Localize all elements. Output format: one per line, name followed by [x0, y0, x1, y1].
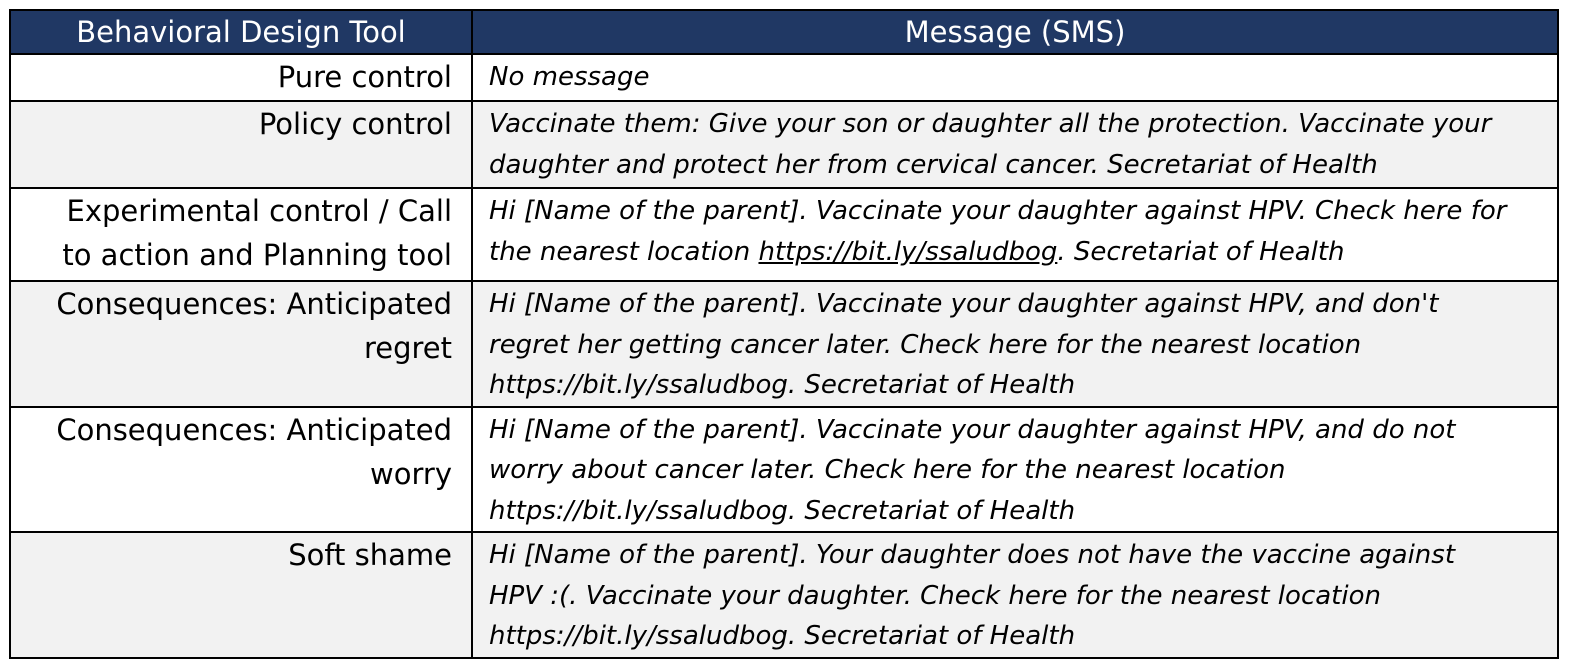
message-cell: Hi [Name of the parent]. Vaccinate your daughter against HPV, and do not worry about cancer later. Check here for the nearest location https://bit.ly/ssaludbog. Secretariat of Health: [472, 407, 1558, 533]
table-row: [10, 281, 1558, 407]
tool-cell-soft-shame: Soft shame: [10, 532, 472, 658]
message-cell: Hi [Name of the parent]. Vaccinate your daughter against HPV, and don't regret her getting cancer later. Check here for the nearest location https://bit.ly/ssaludbog. Secretariat of Health: [472, 281, 1558, 407]
message-cell: Hi [Name of the parent]. Your daughter does not have the vaccine against HPV :(. Vaccinate your daughter. Check here for the nearest location https://bit.ly/ssaludbog. Secretariat of Health: [472, 532, 1558, 658]
header-behavioral-design-tool: Behavioral Design Tool: [10, 10, 472, 54]
table-row: [10, 54, 1558, 101]
tool-cell-anticipated-regret: [10, 281, 472, 407]
message-cell: Vaccinate them: Give your son or daughter all the protection. Vaccinate your daughter and protect her from cervical cancer. Secretariat of Health: [472, 101, 1558, 188]
table-row: [10, 407, 1558, 533]
sms-message-table: [9, 9, 1559, 659]
message-cell: No message: [472, 54, 1558, 101]
tool-cell-pure-control: Pure control: [10, 54, 472, 101]
tool-label: Experimental control / Call to action and Planning tool: [62, 194, 452, 272]
table-row: [10, 101, 1558, 188]
message-link[interactable]: https://bit.ly/ssaludbog: [758, 236, 1058, 267]
tool-label: Consequences: Anticipated regret: [56, 287, 452, 365]
tool-label: Consequences: Anticipated worry: [56, 412, 452, 491]
header-message-sms: Message (SMS): [472, 10, 1558, 54]
message-text-before-link: Hi [Name of the parent]. Vaccinate your daughter against HPV. Check here for the nearest location: [489, 196, 1507, 267]
table-row: [10, 532, 1558, 658]
tool-cell-policy-control: Policy control: [10, 101, 472, 188]
message-text-after-link: . Secretariat of Health: [1057, 236, 1345, 267]
tool-cell-experimental-control: [10, 188, 472, 281]
table-row: [10, 188, 1558, 281]
tool-cell-anticipated-worry: [10, 407, 472, 533]
message-cell: [472, 188, 1558, 281]
table-header-row: [10, 10, 1558, 54]
